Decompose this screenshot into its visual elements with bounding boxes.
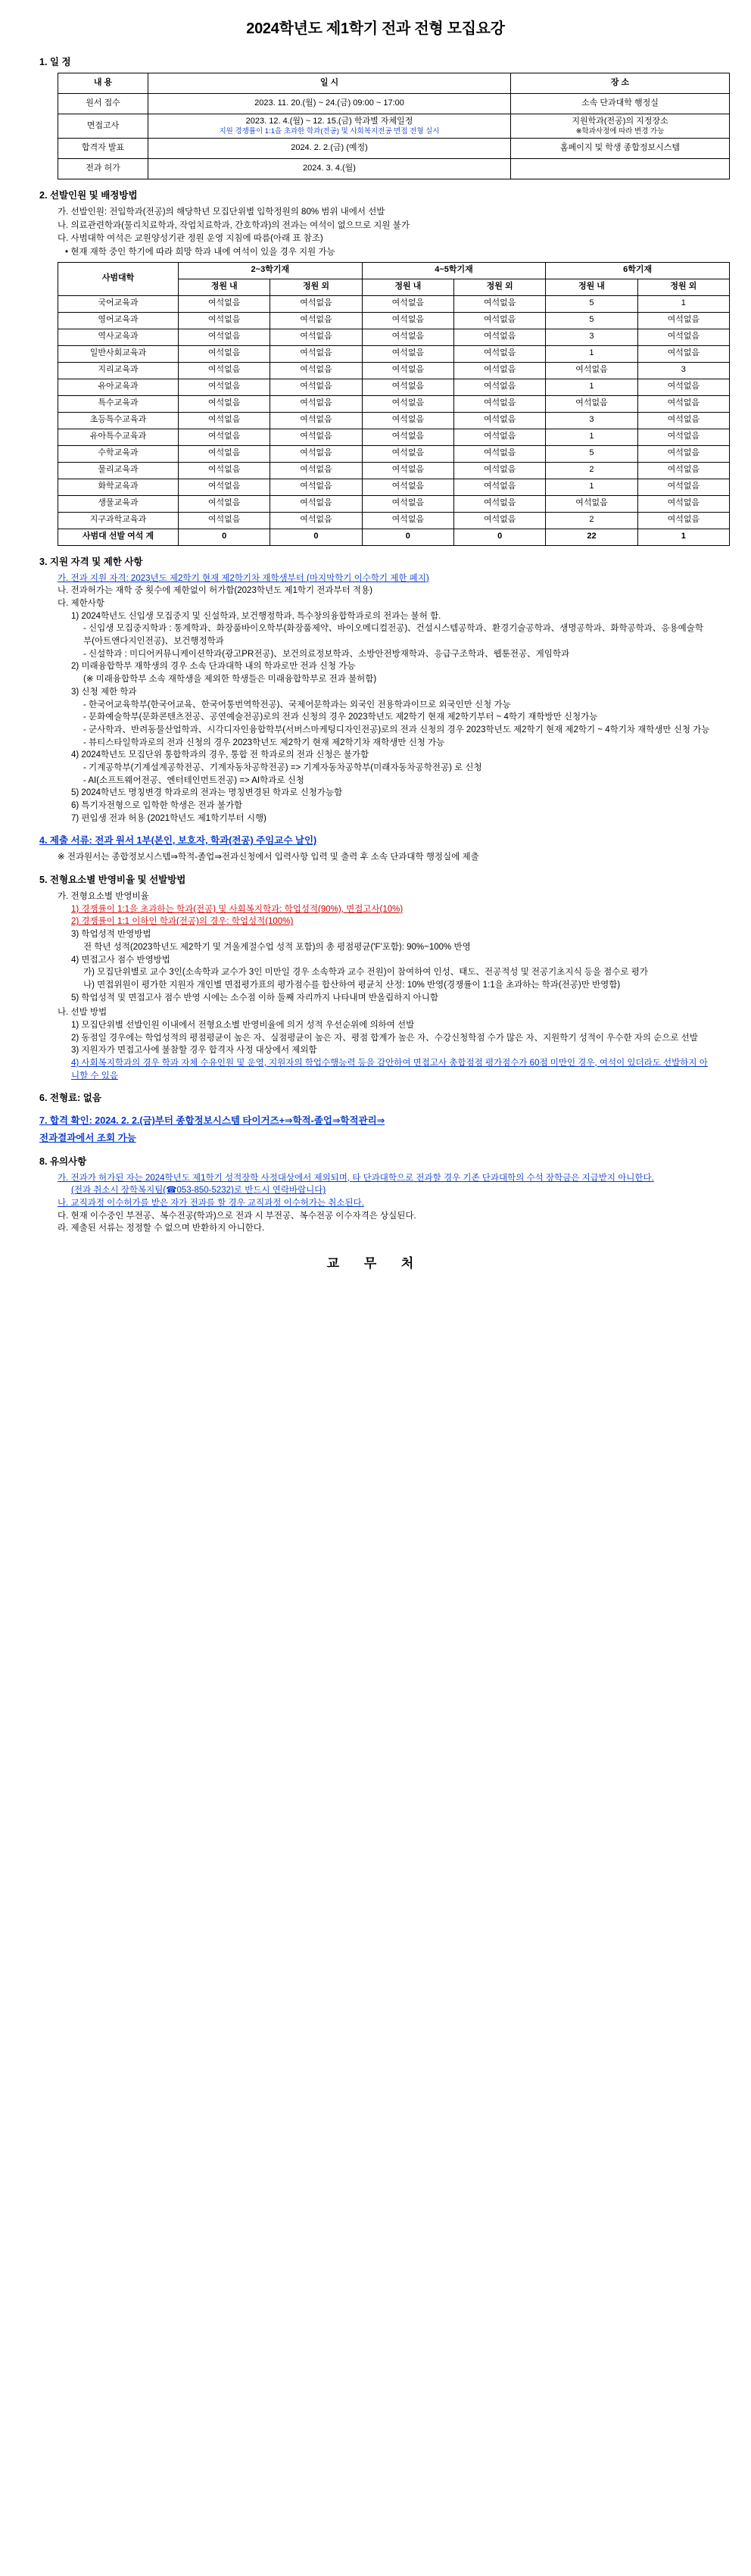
quota-cell: 여석없음	[453, 345, 545, 362]
quota-cell: 여석없음	[453, 312, 545, 329]
section-5-b-item-4: 4) 사회복지학과의 경우 학과 자체 수유인원 및 운영, 지원자의 학업수행능력 등을 감안하여 면접고사 총합점점 평가점수가 60점 미만인 경우, 여석이 있더라도 선발하지 아니할 수 있음	[71, 1058, 708, 1081]
quota-cell: 여석없음	[453, 379, 545, 395]
quota-cell: 5	[546, 445, 637, 462]
quota-total-1: 0	[270, 529, 362, 545]
section-5-b-heading: 나. 선발 방법	[58, 1008, 108, 1018]
quota-cell: 여석없음	[270, 462, 362, 479]
quota-cell: 여석없음	[270, 479, 362, 495]
quota-cell: 여석없음	[362, 395, 453, 412]
quota-cell: 여석없음	[179, 329, 270, 345]
section-3-list-subitem: - 군사학과、반려동물산업학과、시각디자인융합학부(서버스마케팅디자인전공)로의 전과 신청의 경우 2023학년도 제2학기 현재 제2학기 ~ 4학기차 재학생만 신청 가능	[83, 725, 710, 734]
table-header-row	[58, 73, 730, 94]
section-5-b-item-3: 3) 지원자가 면접고사에 불참할 경우 합격자 사정 대상에서 제외함	[71, 1046, 317, 1056]
section-3-list-subitem: - 신설학과 : 미디어커뮤니케이션학과(광고PR전공)、보건의료정보학과、소방안전방재학과、응급구조학과、웹툰전공、게임학과	[83, 649, 570, 659]
section-3-list-subitem: - 한국어교육학부(한국어교육、한국어통번역학전공)、국제어문학과는 외국인 전용학과이므로 외국인만 신청 가능	[83, 700, 511, 709]
quota-cell: 여석없음	[362, 295, 453, 312]
quota-cell: 여석없음	[637, 395, 729, 412]
quota-cell: 여석없음	[270, 362, 362, 379]
quota-cell: 여석없음	[637, 495, 729, 512]
quota-cell: 여석없음	[637, 379, 729, 395]
quota-sub-in: 정원 내	[362, 279, 453, 295]
col-header-content: 내 용	[58, 73, 148, 94]
row-when: 2024. 3. 4.(월)	[148, 158, 511, 179]
section-5-a-item-3: 3) 학업성적 반영방법	[71, 930, 151, 940]
section-3-item-a: 가. 전과 지원 자격: 2023년도 제2학기 현재 제2학기차 재학생부터 (마지막학기 이수학기 제한 폐지)	[58, 573, 429, 583]
section-5-a-item-2: 2) 경쟁률이 1:1 이하인 학과(전공)의 경우: 학업성적(100%)	[71, 917, 294, 927]
quota-row-name: 초등특수교육과	[58, 412, 179, 429]
table-header-row	[58, 262, 730, 279]
quota-cell: 5	[546, 312, 637, 329]
quota-cell: 여석없음	[453, 512, 545, 529]
quota-cell: 여석없음	[270, 329, 362, 345]
section-3-list-item: 6) 특기자전형으로 입학한 학생은 전과 불가함	[71, 800, 243, 810]
quota-row-name: 화학교육과	[58, 479, 179, 495]
quota-cell: 여석없음	[179, 412, 270, 429]
section-3-list-item: 7) 편입생 전과 허용 (2021학년도 제1학기부터 시행)	[71, 813, 266, 823]
quota-sub-in: 정원 내	[179, 279, 270, 295]
quota-cell: 3	[546, 412, 637, 429]
row-when-main: 2023. 12. 4.(월) ~ 12. 15.(금) 학과별 자체일정	[245, 117, 413, 126]
quota-cell: 여석없음	[270, 445, 362, 462]
section-8-list-item: 가. 전과가 허가된 자는 2024학년도 제1학기 성적장학 사정대상에서 제외되며, 타 단과대학으로 전과할 경우 기존 단과대학의 수석 장학금은 지급받지 아니한다.	[58, 1173, 654, 1183]
quota-cell: 여석없음	[546, 395, 637, 412]
quota-cell: 여석없음	[362, 345, 453, 362]
quota-cell: 여석없음	[546, 495, 637, 512]
section-4-heading: 4. 제출 서류: 전과 원서 1부(본인, 보호자, 학과(전공) 주임교수 날인)	[39, 835, 317, 847]
section-5-a-item-7: 나) 면접위원이 평가한 지원자 개인별 면접평가표의 평가점수를 합산하여 평균치 산정: 10% 반영(경쟁률이 1:1을 초과하는 학과(전공)만 반영함)	[83, 980, 621, 990]
section-4-note: ※ 전과원서는 종합정보시스템⇒학적-졸업⇒전과신청에서 입력사항 입력 및 출력 후 소속 단과대학 행정실에 제출	[58, 853, 479, 862]
section-5-a-item-8: 5) 학업성적 및 면접고사 점수 반영 시에는 소수점 이하 둘째 자리까지 나타내며 반올림하지 아니함	[71, 993, 439, 1003]
table-row	[58, 158, 730, 179]
table-row	[58, 445, 730, 462]
quota-total-4: 22	[546, 529, 637, 545]
quota-table	[58, 262, 730, 546]
quota-cell: 여석없음	[179, 362, 270, 379]
section-2-item-a: 가. 선발인원: 전입학과(전공)의 해당학년 모집단위별 입학정원의 80% 범위 내에서 선발	[58, 207, 385, 217]
quota-cell: 여석없음	[270, 512, 362, 529]
section-6-heading: 6. 전형료: 없음	[39, 1093, 101, 1104]
quota-cell: 여석없음	[637, 512, 729, 529]
table-row	[58, 138, 730, 158]
document-footer: 교 무 처	[326, 1256, 425, 1271]
quota-cell: 여석없음	[179, 295, 270, 312]
section-5-a-item-1: 1) 경쟁률이 1:1을 초과하는 학과(전공) 및 사회복지학과: 학업성적(90%), 면접고사(10%)	[71, 904, 404, 914]
quota-cell: 여석없음	[179, 395, 270, 412]
table-row	[58, 345, 730, 362]
quota-cell: 여석없음	[453, 495, 545, 512]
quota-cell: 1	[546, 429, 637, 445]
quota-cell: 여석없음	[362, 329, 453, 345]
quota-row-name: 역사교육과	[58, 329, 179, 345]
section-2-bullet: • 현재 재학 중인 학기에 따라 희망 학과 내에 여석이 있을 경우 지원 가능	[65, 247, 335, 257]
quota-cell: 여석없음	[637, 479, 729, 495]
schedule-table	[58, 73, 730, 179]
row-when: 2023. 11. 20.(월) ~ 24.(금) 09:00 ~ 17:00	[148, 94, 511, 114]
quota-cell: 5	[546, 295, 637, 312]
table-row	[58, 312, 730, 329]
quota-cell: 여석없음	[179, 495, 270, 512]
quota-row-name: 영어교육과	[58, 312, 179, 329]
quota-cell: 여석없음	[362, 479, 453, 495]
table-row	[58, 94, 730, 114]
table-row	[58, 495, 730, 512]
quota-cell: 여석없음	[179, 462, 270, 479]
page-title: 2024학년도 제1학기 전과 전형 모집요강	[246, 20, 505, 37]
section-7-heading-2: 전과결과에서 조회 가능	[39, 1133, 136, 1144]
quota-cell: 3	[546, 329, 637, 345]
quota-cell: 여석없음	[270, 412, 362, 429]
quota-sub-out: 정원 외	[270, 279, 362, 295]
row-when: 2024. 2. 2.(금) (예정)	[148, 138, 511, 158]
section-5-a-item-6: 가) 모집단위별로 교수 3인(소속학과 교수가 3인 미만일 경우 소속학과 교수 전원)이 참여하여 인성、태도、전공적성 및 전공기초지식 등을 점수로 평가	[83, 968, 648, 978]
quota-cell: 여석없음	[270, 312, 362, 329]
quota-table-body	[58, 295, 730, 529]
row-label: 전과 허가	[58, 158, 148, 179]
table-row	[58, 429, 730, 445]
quota-sub-in: 정원 내	[546, 279, 637, 295]
col-header-place: 장 소	[511, 73, 730, 94]
section-8-list	[39, 1172, 712, 1235]
quota-col-college: 사범대학	[58, 262, 179, 295]
quota-row-name: 국어교육과	[58, 295, 179, 312]
quota-cell: 여석없음	[179, 479, 270, 495]
table-row	[58, 295, 730, 312]
quota-total-3: 0	[453, 529, 545, 545]
quota-cell: 여석없음	[270, 295, 362, 312]
quota-cell: 여석없음	[453, 462, 545, 479]
quota-cell: 여석없음	[362, 362, 453, 379]
quota-cell: 여석없음	[637, 412, 729, 429]
quota-cell: 여석없음	[362, 512, 453, 529]
row-place: 홈페이지 및 학생 종합정보시스템	[511, 138, 730, 158]
quota-sub-out: 정원 외	[637, 279, 729, 295]
row-label: 합격자 발표	[58, 138, 148, 158]
quota-cell: 여석없음	[546, 362, 637, 379]
quota-row-name: 유아특수교육과	[58, 429, 179, 445]
quota-group-2: 4~5학기재	[362, 262, 546, 279]
quota-cell: 여석없음	[362, 379, 453, 395]
section-5-b-item-1: 1) 모집단위별 선발인원 이내에서 전형요소별 반영비율에 의거 성적 우선순위에 의하여 선발	[71, 1020, 415, 1030]
table-row	[58, 362, 730, 379]
section-5-heading: 5. 전형요소별 반영비율 및 선발방법	[39, 875, 186, 886]
quota-row-name: 생물교육과	[58, 495, 179, 512]
quota-cell: 여석없음	[362, 495, 453, 512]
quota-cell: 3	[637, 362, 729, 379]
section-8-list-subitem: (전과 취소시 장학복지팀(☎053-850-5232)로 반드시 연락바랍니다)	[71, 1186, 326, 1196]
table-row	[58, 114, 730, 139]
quota-total-0: 0	[179, 529, 270, 545]
quota-cell: 여석없음	[179, 312, 270, 329]
quota-cell: 여석없음	[453, 295, 545, 312]
section-3-heading: 3. 지원 자격 및 제한 사항	[39, 556, 143, 567]
table-row	[58, 512, 730, 529]
table-row	[58, 329, 730, 345]
section-3-list-subitem: - 신입생 모집중지학과 : 통계학과、화장품바이오학부(화장품제약、바이오메디컬전공)、건설시스템공학과、환경기술공학과、생명공학과、화학공학과、응용예술학부(아트앤다지인전공)、보건행정학과	[83, 624, 703, 647]
quota-cell: 여석없음	[270, 379, 362, 395]
quota-cell: 여석없음	[637, 429, 729, 445]
quota-total-2: 0	[362, 529, 453, 545]
row-place	[511, 158, 730, 179]
quota-cell: 여석없음	[362, 445, 453, 462]
quota-cell: 여석없음	[453, 445, 545, 462]
quota-sub-out: 정원 외	[453, 279, 545, 295]
quota-cell: 여석없음	[270, 429, 362, 445]
section-2-heading: 2. 선발인원 및 배정방법	[39, 189, 138, 201]
section-3-list-item: 1) 2024학년도 신입생 모집중지 및 신설학과, 보건행정학과, 특수창의융합학과로의 전과는 불허 함.	[71, 611, 441, 621]
quota-cell: 1	[637, 295, 729, 312]
quota-total-row	[58, 529, 730, 545]
quota-cell: 여석없음	[179, 379, 270, 395]
quota-cell: 여석없음	[637, 462, 729, 479]
section-5-a-item-4: 전 학년 성적(2023학년도 제2학기 및 겨울계절수업 성적 포함)의 총 평점평균('F'포함): 90%~100% 반영	[83, 942, 471, 952]
section-3-list-subitem: - AI(소프트웨어전공、엔터테인먼트전공) => AI학과로 신청	[83, 775, 304, 785]
quota-cell: 여석없음	[453, 412, 545, 429]
quota-cell: 여석없음	[637, 312, 729, 329]
quota-cell: 여석없음	[362, 412, 453, 429]
quota-total-5: 1	[637, 529, 729, 545]
section-3-list-item: 5) 2024학년도 명칭변경 학과로의 전과는 명칭변경된 학과로 신청가능함	[71, 788, 343, 798]
table-row	[58, 412, 730, 429]
section-3-list-subitem: - 뷰티스타일학과로의 전과 신청의 경우 2023학년도 제2학기 현재 제2학기차 재학생만 신청 가능	[83, 738, 445, 747]
quota-cell: 여석없음	[270, 495, 362, 512]
section-2-item-b: 나. 의료관련학과(물리치료학과, 작업치료학과, 간호학과)의 전과는 여석이 없으므로 지원 불가	[58, 220, 410, 230]
section-3-list-item: 2) 미래융합학부 재학생의 경우 소속 단과대학 내의 학과로만 전과 신청 가능	[71, 662, 356, 672]
section-3-list	[39, 610, 712, 825]
section-2-bullet-text: 현재 재학 중인 학기에 따라 희망 학과 내에 여석이 있을 경우 지원 가능	[70, 247, 335, 257]
row-label: 면접고사	[58, 114, 148, 139]
section-1-heading: 1. 일 정	[39, 57, 71, 67]
section-8-list-item: 다. 현재 이수중인 부전공、복수전공(학과)으로 전과 시 부전공、복수전공 이수자격은 상실된다.	[58, 1211, 416, 1221]
quota-cell: 1	[546, 345, 637, 362]
quota-cell: 여석없음	[362, 462, 453, 479]
quota-cell: 여석없음	[179, 429, 270, 445]
section-5-b-item-2: 2) 동점일 경우에는 학업성적의 평점평균이 높은 자、실점평균이 높은 자、평점 합계가 높은 자、수강신청학점 수가 많은 자、지원학기 성적이 우수한 자의 순으로 선발	[71, 1033, 698, 1043]
section-8-heading: 8. 유의사항	[39, 1155, 87, 1167]
quota-cell: 여석없음	[362, 312, 453, 329]
quota-cell: 여석없음	[179, 345, 270, 362]
table-row	[58, 379, 730, 395]
quota-cell: 여석없음	[453, 479, 545, 495]
col-header-when: 일 시	[148, 73, 511, 94]
quota-row-name: 수학교육과	[58, 445, 179, 462]
quota-row-name: 지구과학교육과	[58, 512, 179, 529]
section-3-item-c: 다. 제한사항	[58, 599, 104, 609]
row-place-note: ※학과사정에 따라 변경 가능	[575, 126, 665, 136]
quota-cell: 여석없음	[179, 512, 270, 529]
quota-cell: 여석없음	[637, 445, 729, 462]
quota-cell: 여석없음	[270, 395, 362, 412]
quota-row-name: 일반사회교육과	[58, 345, 179, 362]
quota-cell: 여석없음	[453, 362, 545, 379]
quota-cell: 1	[546, 479, 637, 495]
quota-cell: 여석없음	[637, 345, 729, 362]
row-when-note: 지원 경쟁률이 1:1을 초과한 학과(전공) 및 사회복지전공 면접 전형 실시	[219, 126, 440, 136]
quota-cell: 여석없음	[270, 345, 362, 362]
quota-row-name: 지리교육과	[58, 362, 179, 379]
row-place	[511, 114, 730, 139]
section-3-item-b: 나. 전과허가는 재학 중 횟수에 제한없이 허가함(2023학년도 제1학기 전과부터 적용)	[58, 586, 372, 596]
section-3-list-subitem: - 기계공학부(기계설계공학전공、기계자동차공학전공) => 기계자동차공학부(미래자동차공학전공) 로 신청	[83, 763, 482, 772]
quota-group-3: 6학기재	[546, 262, 730, 279]
section-3-list-item: 4) 2024학년도 모집단위 통합학과의 경우, 통합 전 학과로의 전과 신청은 불가함	[71, 750, 369, 760]
quota-cell: 여석없음	[453, 329, 545, 345]
section-7-heading: 7. 합격 확인: 2024. 2. 2.(금)부터 종합정보시스템 타이거즈+⇒학적-졸업⇒학적관리⇒	[39, 1115, 385, 1127]
quota-cell: 여석없음	[453, 395, 545, 412]
quota-cell: 1	[546, 379, 637, 395]
section-8-list-item: 나. 교직과정 이수허가를 받은 자가 전과를 할 경우 교직과정 이수허가는 취소된다.	[58, 1199, 364, 1208]
quota-row-name: 물리교육과	[58, 462, 179, 479]
quota-cell: 여석없음	[453, 429, 545, 445]
section-5-a-item-5: 4) 면접고사 점수 반영방법	[71, 955, 170, 965]
section-3-list-subitem: - 문화예술학부(문화콘텐츠전공、공연예술전공)로의 전과 신청의 경우 2023학년도 제2학기 현재 제2학기부터 ~ 4학기 재학방만 신청가능	[83, 713, 598, 722]
quota-cell: 여석없음	[179, 445, 270, 462]
section-3-list-item: 3) 신청 제한 학과	[71, 687, 137, 697]
section-2-item-c: 다. 사범대학 여석은 교원양성기관 정원 운영 지침에 따름(아래 표 참조)	[58, 234, 323, 244]
table-row	[58, 479, 730, 495]
quota-cell: 여석없음	[362, 429, 453, 445]
section-5-a-heading: 가. 전형요소별 반영비율	[58, 892, 149, 902]
table-row	[58, 395, 730, 412]
quota-cell: 여석없음	[637, 329, 729, 345]
quota-group-1: 2~3학기재	[179, 262, 363, 279]
quota-row-name: 특수교육과	[58, 395, 179, 412]
quota-cell: 2	[546, 512, 637, 529]
quota-cell: 2	[546, 462, 637, 479]
row-when	[148, 114, 511, 139]
row-place: 소속 단과대학 행정실	[511, 94, 730, 114]
row-label: 원서 접수	[58, 94, 148, 114]
table-row	[58, 462, 730, 479]
row-place-main: 지원학과(전공)의 지정장소	[572, 117, 668, 126]
quota-row-name: 유아교육과	[58, 379, 179, 395]
quota-total-label: 사범대 선발 여석 계	[58, 529, 179, 545]
section-8-list-item: 라. 제출된 서류는 정정할 수 없으며 반환하지 아니한다.	[58, 1224, 265, 1233]
section-3-list-subitem: (※ 미래융합학부 소속 재학생을 제외한 학생들은 미래융합학부로 전과 불허함)	[83, 675, 377, 685]
